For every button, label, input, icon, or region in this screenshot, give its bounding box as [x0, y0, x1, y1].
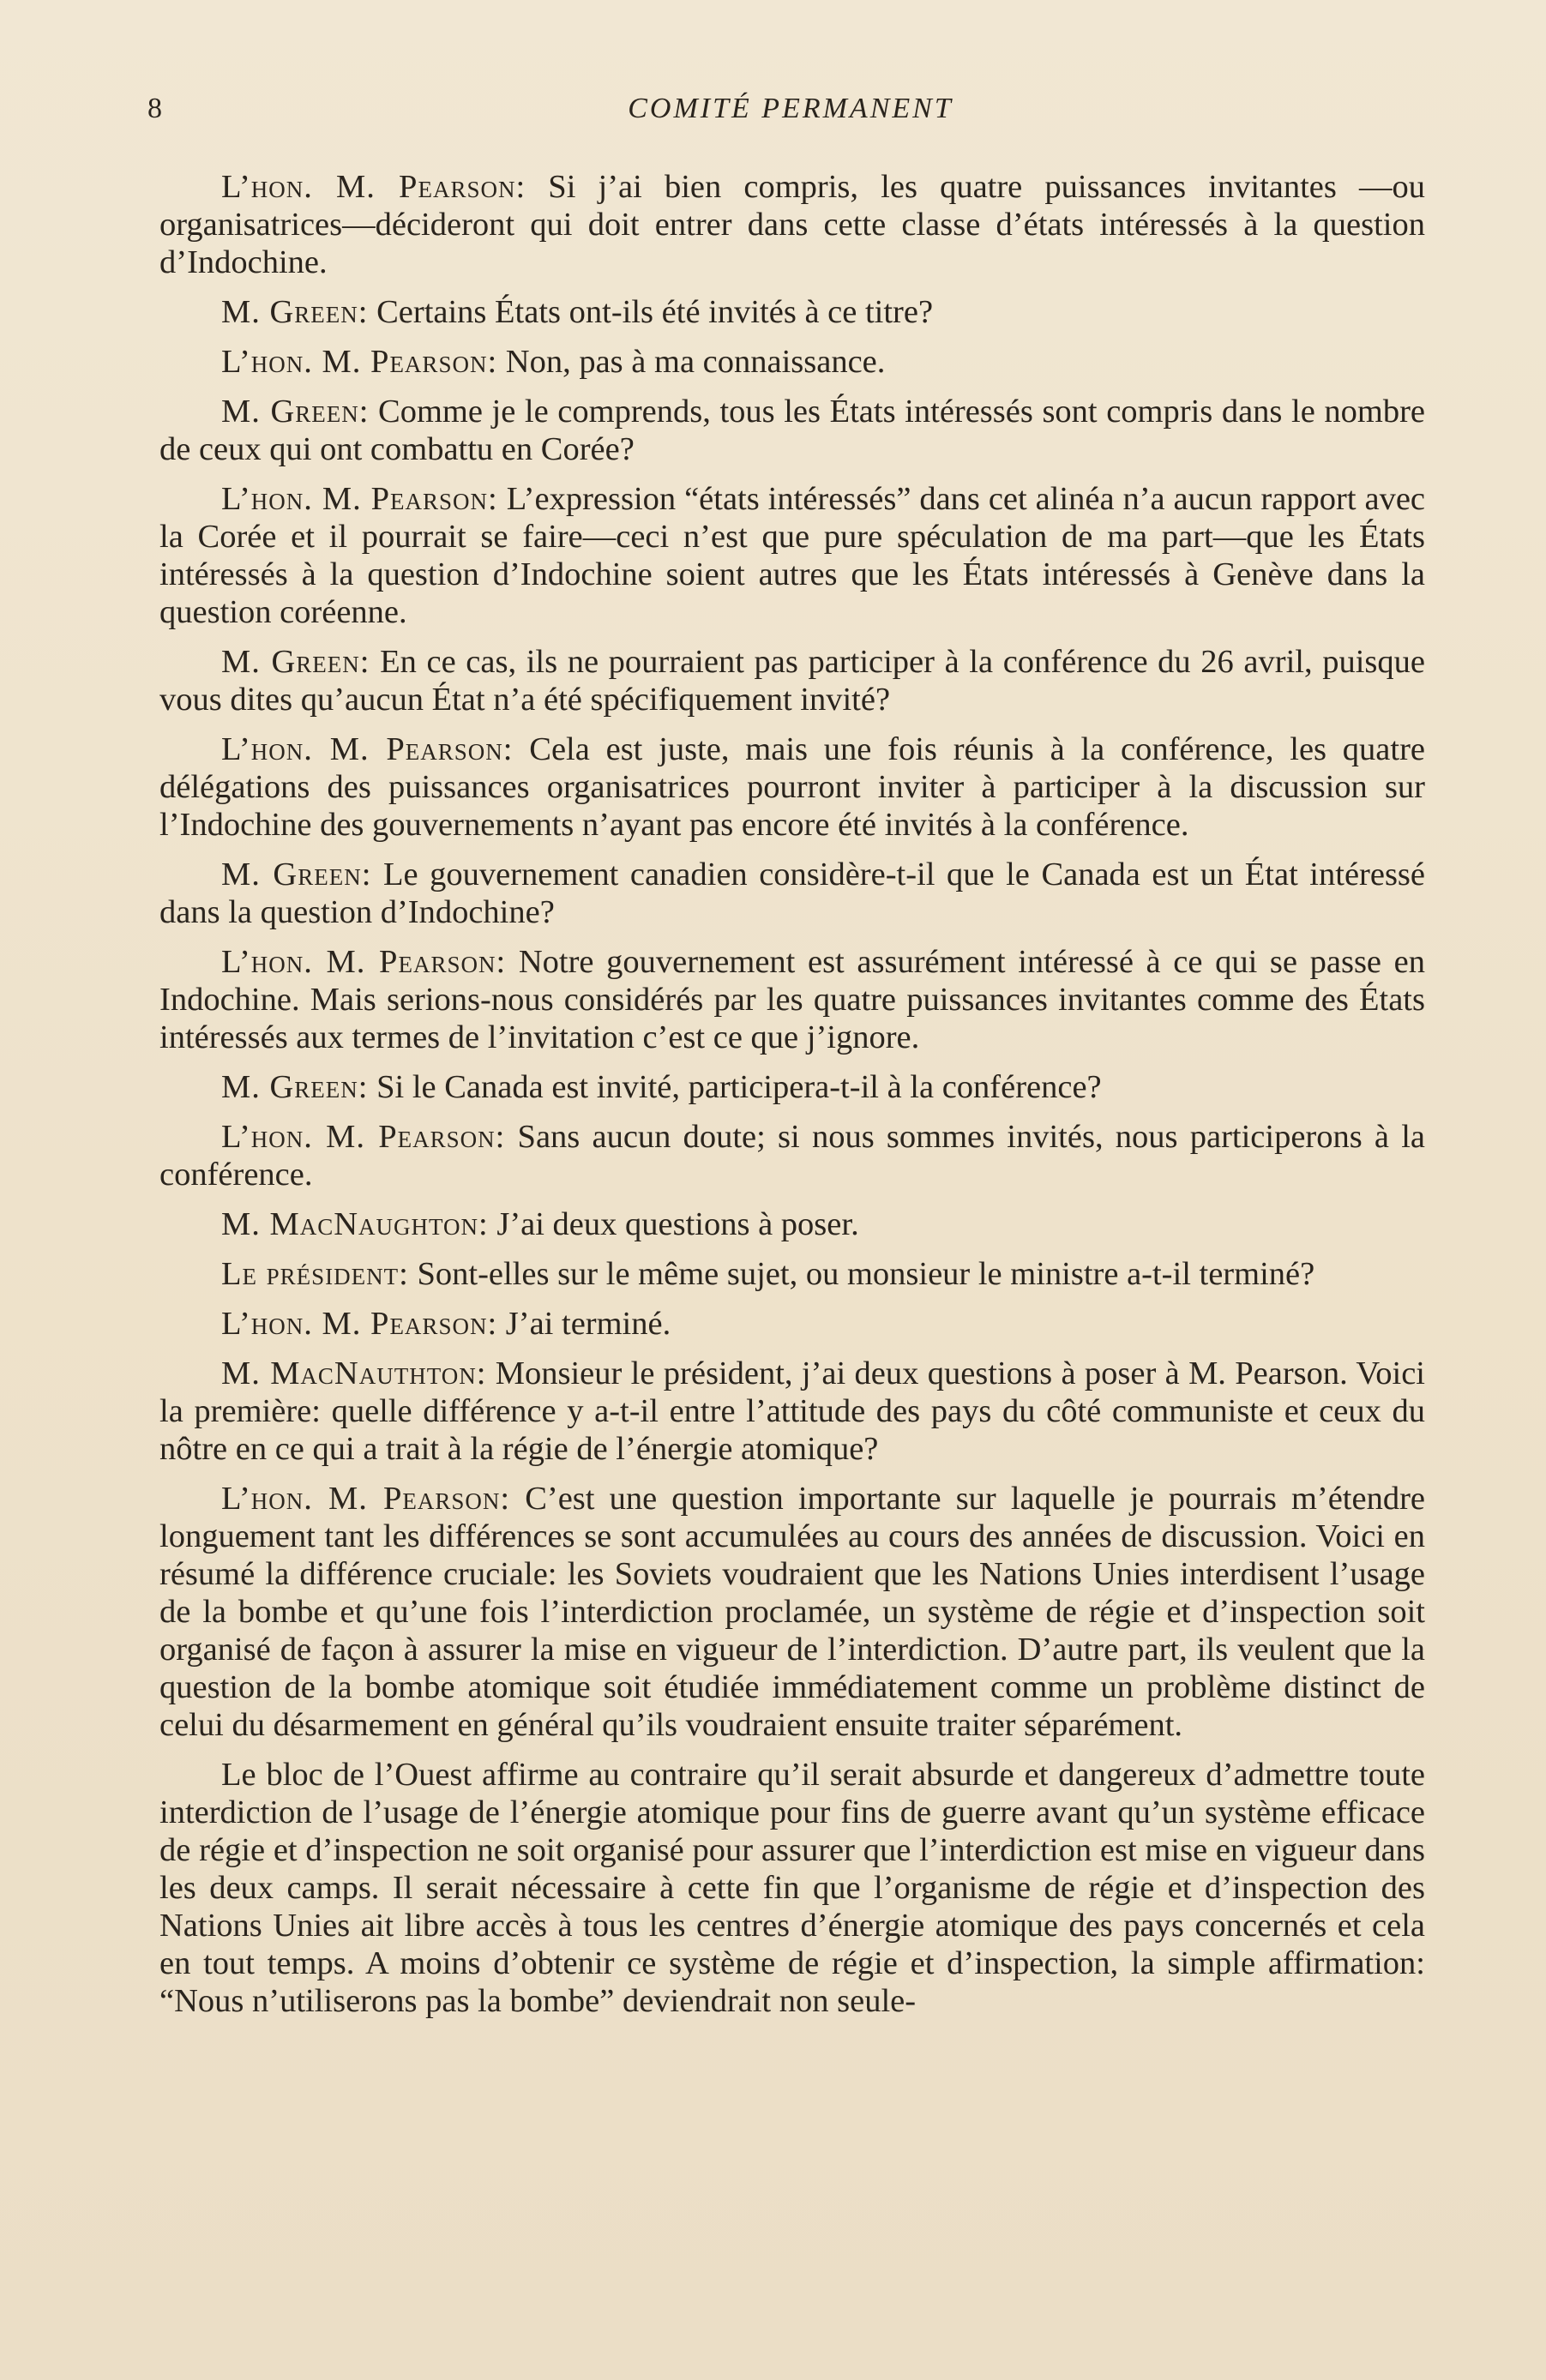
transcript-body [159, 168, 1425, 2032]
paragraph-text: Non, pas à ma connaissance. [497, 344, 886, 380]
paragraph [159, 1205, 1425, 1243]
speaker-name: M. Green: [221, 394, 370, 430]
speaker-name: L’hon. M. Pearson: [221, 944, 507, 980]
speaker-name: M. Green: [221, 856, 372, 892]
running-title: COMITÉ PERMANENT [628, 93, 953, 124]
paragraph-text: En ce cas, ils ne pourraient pas participer à la conférence du 26 avril, puisque vous dites qu’aucun État n’a été spécifiquement invité? [159, 644, 1425, 718]
speaker-name: L’hon. M. Pearson: [221, 1119, 506, 1155]
paragraph-text: Le gouvernement canadien considère-t-il que le Canada est un État intéressé dans la question d’Indochine? [159, 856, 1426, 930]
speaker-name: M. MacNaughton: [221, 1206, 489, 1242]
paragraph [159, 943, 1425, 1056]
paragraph [159, 1355, 1425, 1468]
speaker-name: L’hon. M. Pearson: [221, 481, 498, 517]
paragraph [159, 1305, 1425, 1343]
speaker-name: Le président: [221, 1256, 409, 1292]
paragraph-text: C’est une question importante sur laquelle je pourrais m’étendre longuement tant les différences se sont accumulées au cours des années de discussion. Voici en résumé la différence cruciale: les Soviets voudraient que les Nations Unies interdisent l’usage de la bombe et qu’une fois l’interdiction proclamée, un système de régie et d’inspection soit organisé de façon à assurer la mise en vigueur de l’interdiction. D’autre part, ils veulent que la question de la bombe atomique soit étudiée immédiatement comme un problème distinct de celui du désarmement en général qu’ils voudraient ensuite traiter séparément. [159, 1481, 1425, 1743]
speaker-name: M. Green: [221, 294, 369, 330]
paragraph [159, 293, 1425, 331]
speaker-name: L’hon. M. Pearson: [221, 344, 498, 380]
paragraph [159, 730, 1425, 844]
paragraph-text: L’expression “états intéressés” dans cet alinéa n’a aucun rapport avec la Corée et il pourrait se faire—ceci n’est que pure spéculation de ma part—que les États intéressés à la question d’Indochine soient autres que les États intéressés à Genève dans la question coréenne. [159, 481, 1426, 630]
paragraph-text: J’ai deux questions à poser. [488, 1206, 859, 1242]
page-header [147, 93, 1434, 135]
speaker-name: M. MacNauthton: [221, 1355, 487, 1391]
paragraph [159, 1068, 1425, 1106]
paragraph [159, 1255, 1425, 1293]
speaker-name: L’hon. M. Pearson: [221, 1306, 498, 1342]
paragraph-text: Notre gouvernement est assurément intéressé à ce qui se passe en Indochine. Mais serions-nous considérés par les quatre puissances invitantes comme des États intéressés aux termes de l’invitation c’est ce que j’ignore. [159, 944, 1425, 1055]
paragraph-text: Certains États ont-ils été invités à ce titre? [368, 294, 934, 330]
paragraph-text: Si le Canada est invité, participera-t-il à la conférence? [368, 1069, 1102, 1105]
paragraph-text: Comme je le comprends, tous les États intéressés sont compris dans le nombre de ceux qui ont combattu en Corée? [159, 394, 1425, 467]
paragraph-text: Le bloc de l’Ouest affirme au contraire qu’il serait absurde et dangereux d’admettre toute interdiction de l’usage de l’énergie atomique pour fins de guerre avant qu’un système efficace de régie et d’inspection ne soit organisé pour assurer que l’interdiction est mise en vigueur dans les deux camps. Il serait nécessaire à cette fin que l’organisme de régie et d’inspection des Nations Unies ait libre accès à tous les centres d’énergie atomique des pays concernés et cela en tout temps. A moins d’obtenir ce système de régie et d’inspection, la simple affirmation: “Nous n’utiliserons pas la bombe” deviendrait non seule- [159, 1757, 1425, 2019]
paragraph [159, 480, 1425, 631]
paragraph [159, 1118, 1425, 1193]
speaker-name: L’hon. M. Pearson: [221, 731, 514, 767]
paragraph [159, 856, 1425, 931]
paragraph-text: Cela est juste, mais une fois réunis à la conférence, les quatre délégations des puissances organisatrices pourront inviter à participer à la discussion sur l’Indochine des gouvernements n’ayant pas encore été invités à la conférence. [159, 731, 1426, 843]
speaker-name: L’hon. M. Pearson: [221, 1481, 511, 1517]
page-number: 8 [147, 93, 162, 124]
paragraph [159, 1480, 1425, 1744]
paragraph [159, 393, 1425, 468]
paragraph-text: J’ai terminé. [497, 1306, 671, 1342]
speaker-name: M. Green: [221, 644, 370, 680]
paragraph [159, 643, 1425, 718]
paragraph-text: Sans aucun doute; si nous sommes invités, nous participerons à la conférence. [159, 1119, 1425, 1193]
speaker-name: M. Green: [221, 1069, 369, 1105]
paragraph-text: Sont-elles sur le même sujet, ou monsieur le ministre a-t-il terminé? [408, 1256, 1315, 1292]
speaker-name: L’hon. M. Pearson: [221, 169, 526, 205]
paragraph-text: Si j’ai bien compris, les quatre puissances invitantes —ou organisatrices—décideront qui doit entrer dans cette classe d’états intéressés à la question d’Indochine. [159, 169, 1426, 280]
paragraph [159, 1756, 1425, 2020]
paragraph [159, 343, 1425, 381]
paragraph [159, 168, 1425, 281]
paragraph-text: Monsieur le président, j’ai deux questions à poser à M. Pearson. Voici la première: quelle différence y a-t-il entre l’attitude des pays du côté communiste et ceux du nôtre en ce qui a trait à la régie de l’énergie atomique? [159, 1355, 1425, 1467]
